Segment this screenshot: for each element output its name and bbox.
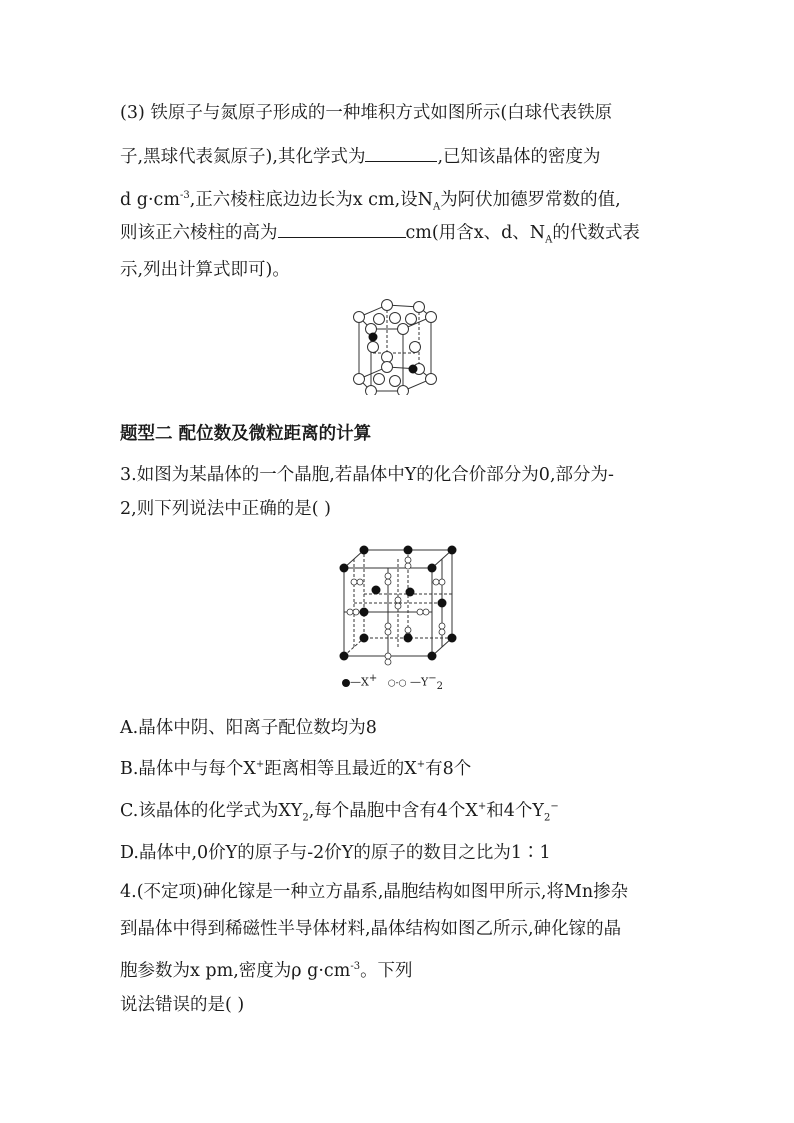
q3-line-3: d $g\cdot cm^{-3}$,正六棱柱底边边长为x cm,设$N_A$为阿伏加德罗常数的值, <box>120 189 621 213</box>
q3-line-5: 示,列出计算式即可)。 <box>120 260 290 280</box>
option-d[interactable]: D.晶体中,0价Y的原子与-2价Y的原子的数目之比为1∶1 <box>120 843 551 863</box>
hexagonal-prism-figure <box>345 293 445 395</box>
q4-line-4: 说法错误的是( ) <box>120 995 245 1015</box>
answer-blank-formula[interactable] <box>365 143 437 162</box>
q4-line-3: 胞参数为x pm,密度为ρ $g\cdot cm^{-3}$。下列 <box>120 960 413 981</box>
x-ion-icon <box>342 679 350 687</box>
option-c[interactable]: C.该晶体的化学式为$XY_2$,每个晶胞中含有4个X+和4个$Y_2^-$ <box>120 800 559 824</box>
cell-legend: —X+ ○-○ $—Y^-_2$ <box>342 672 443 694</box>
q4-line-2: 到晶体中得到稀磁性半导体材料,晶体结构如图乙所示,砷化镓的晶 <box>120 919 622 939</box>
section-title: 题型二 配位数及微粒距离的计算 <box>120 424 372 444</box>
q3-line-1: (3) 铁原子与氮原子形成的一种堆积方式如图所示(白球代表铁原 <box>120 103 613 123</box>
answer-blank-height[interactable] <box>278 219 406 238</box>
q3b-line-1: 3.如图为某晶体的一个晶胞,若晶体中Y的化合价部分为0,部分为- <box>120 465 614 485</box>
q3b-line-2: 2,则下列说法中正确的是( ) <box>120 499 331 519</box>
y2-dumbbell-icon: ○-○ <box>387 678 407 689</box>
q3-line-2: 子,黑球代表氮原子),其化学式为 ,已知该晶体的密度为 <box>120 143 601 169</box>
option-a[interactable]: A.晶体中阴、阳离子配位数均为8 <box>120 718 377 738</box>
q3-line-4: 则该正六棱柱的高为 cm(用含x、d、$N_A$的代数式表 <box>120 219 640 253</box>
cubic-crystal-cell-figure <box>330 540 465 688</box>
option-b[interactable]: B.晶体中与每个X+距离相等且最近的X+有8个 <box>120 758 472 779</box>
q4-line-1: 4.(不定项)砷化镓是一种立方晶系,晶胞结构如图甲所示,将Mn掺杂 <box>120 882 629 902</box>
